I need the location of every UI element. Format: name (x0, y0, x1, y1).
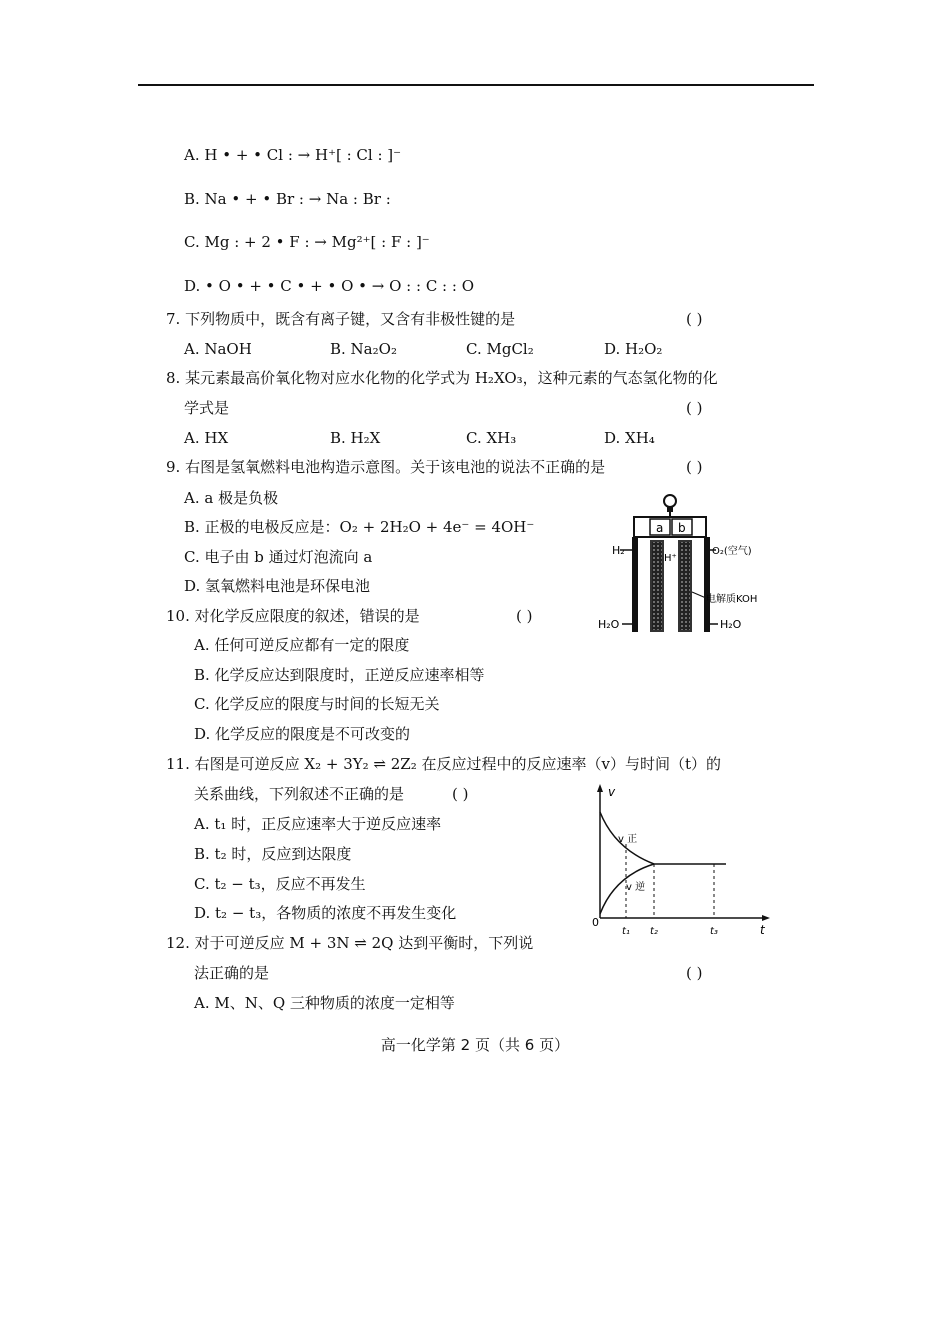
q7-option-b: B. Na₂O₂ (330, 340, 397, 358)
q8-option-c: C. XH₃ (466, 429, 517, 447)
x-axis-label: t (760, 923, 765, 937)
fuel-cell-diagram (592, 492, 792, 642)
left-water-label: H₂O (598, 618, 620, 631)
forward-label: v 正 (618, 834, 638, 845)
q11-option-d: D. t₂ − t₃，各物质的浓度不再发生变化 (194, 904, 457, 922)
q8-stem-line1: 8. 某元素最高价氧化物对应水化物的化学式为 H₂XO₃，这种元素的气态氢化物的化 (166, 369, 718, 387)
rate-time-graph (588, 782, 778, 942)
q11-option-b: B. t₂ 时，反应到达限度 (194, 845, 352, 863)
y-axis-label: v (608, 785, 616, 799)
q11-stem-line1: 11. 右图是可逆反应 X₂ + 3Y₂ ⇌ 2Z₂ 在反应过程中的反应速率（v）与时间（t）的 (166, 755, 722, 773)
q9-answer-blank[interactable]: ( ) (686, 458, 703, 476)
q8-stem-line2: 学式是 (184, 399, 230, 417)
q8-answer-blank[interactable]: ( ) (686, 399, 703, 417)
q10-answer-blank[interactable]: ( ) (516, 607, 533, 625)
q7-option-c: C. MgCl₂ (466, 340, 534, 358)
q8-option-d: D. XH₄ (604, 429, 655, 447)
q7-option-a: A. NaOH (184, 340, 252, 358)
tick-t1: t₁ (622, 926, 630, 937)
q11-stem-line2: 关系曲线，下列叙述不正确的是 (194, 785, 405, 803)
reverse-label: v 逆 (626, 882, 646, 893)
q11-answer-blank[interactable]: ( ) (452, 785, 469, 803)
q9-option-b: B. 正极的电极反应是：O₂ + 2H₂O + 4e⁻ = 4OH⁻ (184, 518, 535, 536)
o2-input-label: O₂(空气) (712, 546, 752, 557)
q10-option-c: C. 化学反应的限度与时间的长短无关 (194, 695, 440, 713)
q9-option-c: C. 电子由 b 通过灯泡流向 a (184, 548, 373, 566)
q7-option-d: D. H₂O₂ (604, 340, 663, 358)
q11-option-c: C. t₂ − t₃，反应不再发生 (194, 875, 366, 893)
tick-t2: t₂ (650, 926, 658, 937)
q10-option-b: B. 化学反应达到限度时，正逆反应速率相等 (194, 666, 485, 684)
q9-option-a: A. a 极是负极 (184, 489, 279, 507)
electrode-a-label: a (656, 521, 664, 535)
electrode-b-label: b (678, 521, 686, 535)
q7-stem: 7. 下列物质中，既含有离子键，又含有非极性键的是 (166, 310, 516, 328)
bulb-icon (664, 495, 676, 507)
q12-stem-line2: 法正确的是 (194, 964, 270, 982)
q12-stem-line1: 12. 对于可逆反应 M + 3N ⇌ 2Q 达到平衡时，下列说 (166, 934, 534, 952)
q6-option-b: B. Na • + • Br : → Na : Br : (184, 190, 391, 208)
origin-label: 0 (592, 916, 599, 929)
q10-option-a: A. 任何可逆反应都有一定的限度 (194, 636, 410, 654)
page-footer: 高一化学第 2 页（共 6 页） (380, 1036, 570, 1054)
q11-option-a: A. t₁ 时，正反应速率大于逆反应速率 (194, 815, 442, 833)
q6-option-c: C. Mg : + 2 • F : → Mg²⁺[ : F : ]⁻ (184, 233, 430, 251)
q10-option-d: D. 化学反应的限度是不可改变的 (194, 725, 411, 743)
q7-answer-blank[interactable]: ( ) (686, 310, 703, 328)
q8-option-a: A. HX (184, 429, 229, 447)
q9-option-d: D. 氢氧燃料电池是环保电池 (184, 577, 371, 595)
ion-label: H⁺ (664, 553, 677, 564)
q6-option-a: A. H • + • Cl : → H⁺[ : Cl : ]⁻ (184, 146, 402, 164)
q8-option-b: B. H₂X (330, 429, 381, 447)
tick-t3: t₃ (710, 926, 718, 937)
q6-option-d: D. • O • + • C • + • O • → O : : C : : O (184, 277, 475, 295)
q12-answer-blank[interactable]: ( ) (686, 964, 703, 982)
q12-option-a: A. M、N、Q 三种物质的浓度一定相等 (194, 994, 455, 1012)
h2-input-label: H₂ (612, 544, 625, 557)
right-water-label: H₂O (720, 618, 742, 631)
top-rule (138, 84, 814, 86)
electrolyte-label: 电解质KOH (706, 594, 758, 605)
q10-stem: 10. 对化学反应限度的叙述，错误的是 (166, 607, 420, 625)
q9-stem: 9. 右图是氢氧燃料电池构造示意图。关于该电池的说法不正确的是 (166, 458, 606, 476)
